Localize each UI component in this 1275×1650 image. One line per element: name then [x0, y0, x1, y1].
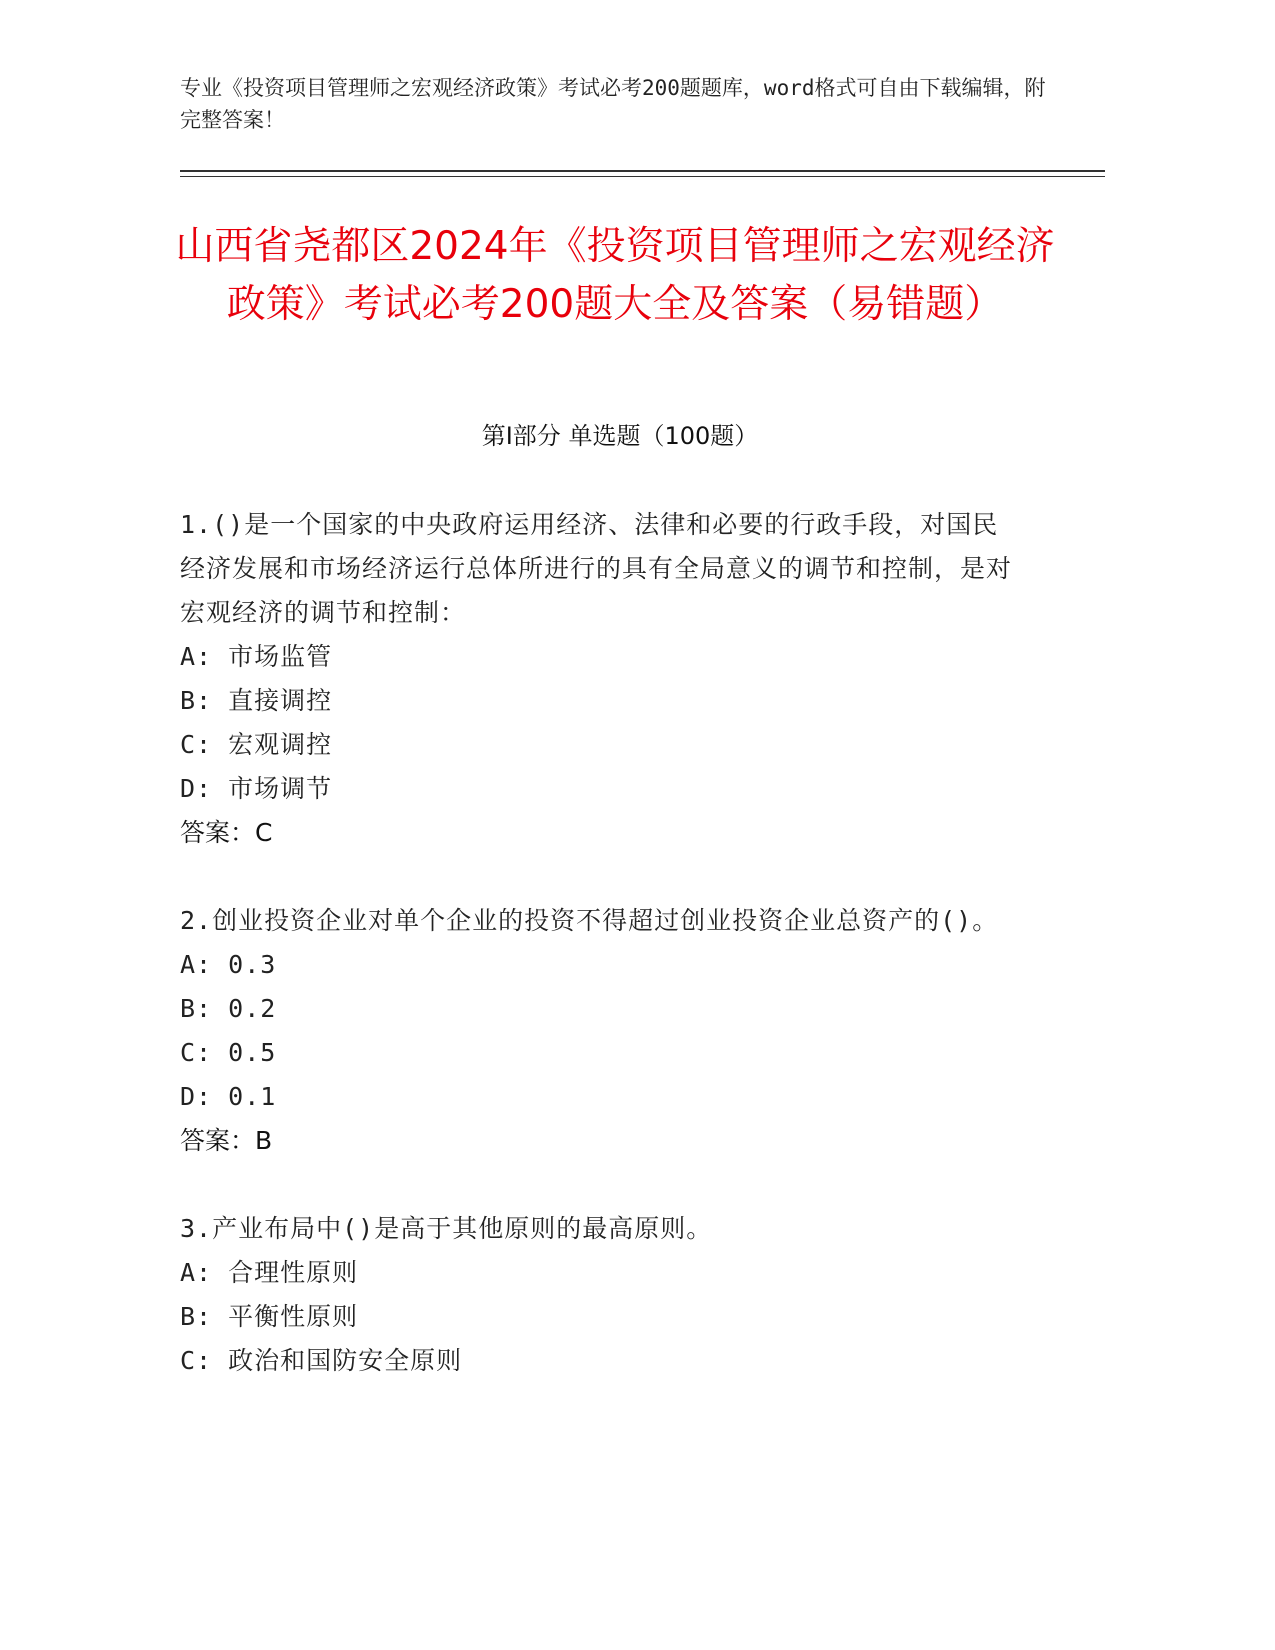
document-title: 山西省尧都区2024年《投资项目管理师之宏观经济政策》考试必考200题大全及答案（易错题） — [175, 224, 1055, 327]
question-stem: 1.()是一个国家的中央政府运用经济、法律和必要的行政手段，对国民经济发展和市场经济运行总体所进行的具有全局意义的调节和控制，是对宏观经济的调节和控制： — [180, 510, 1013, 627]
header-divider-thick — [180, 170, 1105, 172]
question-spacer — [180, 1163, 1020, 1207]
option-a: A: 市场监管 — [180, 642, 333, 671]
option-b: B: 平衡性原则 — [180, 1302, 359, 1331]
option-c: C: 0.5 — [180, 1038, 277, 1067]
option-b: B: 直接调控 — [180, 686, 333, 715]
header-note: 专业《投资项目管理师之宏观经济政策》考试必考200题题库，word格式可自由下载编辑，附完整答案！ — [180, 76, 1046, 132]
option-a: A: 0.3 — [180, 950, 277, 979]
question-stem: 2.创业投资企业对单个企业的投资不得超过创业投资企业总资产的()。 — [180, 906, 999, 935]
option-a: A: 合理性原则 — [180, 1258, 359, 1287]
header-divider-thin — [180, 176, 1105, 177]
option-d: D: 市场调节 — [180, 774, 333, 803]
option-c: C: 政治和国防安全原则 — [180, 1346, 463, 1375]
answer: 答案：C — [180, 818, 273, 847]
option-b: B: 0.2 — [180, 994, 277, 1023]
question-1 — [180, 503, 1020, 855]
question-2 — [180, 899, 1020, 1163]
section-title: 第Ⅰ部分 单选题（100题） — [481, 422, 759, 450]
option-d: D: 0.1 — [180, 1082, 277, 1111]
option-c: C: 宏观调控 — [180, 730, 333, 759]
question-list — [180, 503, 1020, 1383]
answer: 答案：B — [180, 1126, 273, 1155]
question-stem: 3.产业布局中()是高于其他原则的最高原则。 — [180, 1214, 713, 1243]
question-3 — [180, 1207, 1020, 1383]
question-spacer — [180, 855, 1020, 899]
